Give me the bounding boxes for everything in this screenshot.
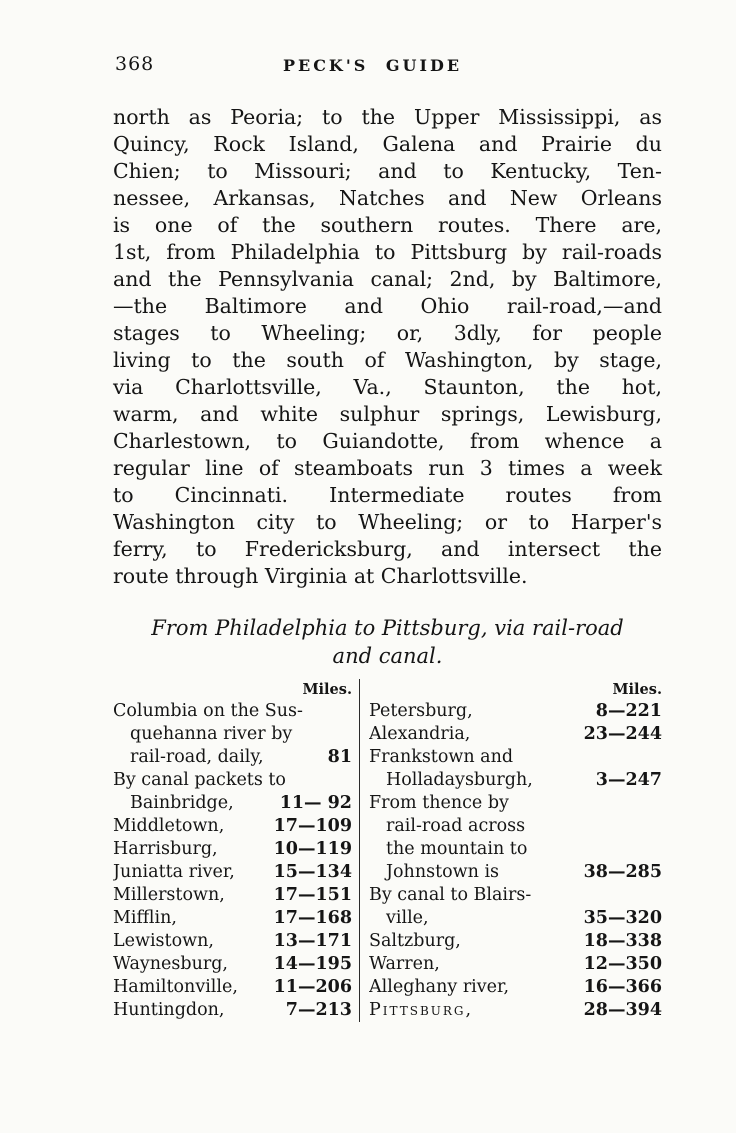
place-label: Johnstown is [386, 862, 500, 882]
place-label: Columbia on the Sus- [113, 701, 303, 721]
paragraph-line: ferry, to Fredericksburg, and intersect the [113, 537, 662, 561]
place-label: Millerstown, [113, 885, 225, 905]
place-label: Frankstown and [369, 747, 514, 767]
miles-value: 14—195 [273, 954, 352, 974]
paragraph-line: route through Virginia at Charlottsville. [113, 564, 528, 588]
place-label: the mountain to [386, 839, 528, 859]
place-label: Waynesburg, [113, 954, 228, 974]
place-label: Bainbridge, [130, 793, 234, 813]
table-row [369, 700, 662, 723]
miles-value: 81 [327, 747, 352, 767]
place-label: Middletown, [113, 816, 225, 836]
paragraph-line: regular line of steamboats run 3 times a week [113, 456, 662, 480]
place-label: Juniatta river, [113, 862, 235, 882]
miles-header-right: Miles. [612, 681, 662, 698]
paragraph-line: north as Peoria; to the Upper Mississippi, as [113, 105, 662, 129]
place-label: By canal to Blairs- [369, 885, 532, 905]
paragraph-line: living to the south of Washington, by stage, [113, 348, 662, 372]
miles-value: 17—151 [273, 885, 352, 905]
table-row [113, 838, 352, 861]
table-row [113, 999, 352, 1022]
miles-value: 3—247 [595, 770, 662, 790]
table-row [369, 838, 662, 861]
paragraph-line: nessee, Arkansas, Natches and New Orleans [113, 186, 662, 210]
section-title-line2: and canal. [332, 644, 443, 668]
paragraph-line: warm, and white sulphur springs, Lewisburg, [113, 402, 662, 426]
table-row [113, 884, 352, 907]
place-label: Lewistown, [113, 931, 214, 951]
place-label: quehanna river by [130, 724, 293, 744]
table-row [369, 792, 662, 815]
miles-value: 28—394 [583, 1000, 662, 1020]
paragraph-line: Charlestown, to Guiandotte, from whence a [113, 429, 662, 453]
distance-table [113, 679, 662, 1022]
place-label: Alleghany river, [369, 977, 510, 997]
place-label: Saltzburg, [369, 931, 461, 951]
miles-value: 13—171 [273, 931, 352, 951]
place-label: rail-road across [386, 816, 526, 836]
table-row [113, 976, 352, 999]
paragraph-line: is one of the southern routes. There are, [113, 213, 662, 237]
place-label: Harrisburg, [113, 839, 218, 859]
table-row [113, 723, 352, 746]
place-label: Huntingdon, [113, 1000, 225, 1020]
place-label: rail-road, daily, [130, 747, 264, 767]
scanned-book-page [113, 52, 662, 1022]
paragraph-line: to Cincinnati. Intermediate routes from [113, 483, 662, 507]
table-row [113, 792, 352, 815]
table-row [113, 700, 352, 723]
place-label: Hamiltonville, [113, 977, 238, 997]
table-row [369, 746, 662, 769]
table-row [369, 815, 662, 838]
paragraph-line: —the Baltimore and Ohio rail-road,—and [113, 294, 662, 318]
paragraph-line: stages to Wheeling; or, 3dly, for people [113, 321, 662, 345]
table-left-column [113, 679, 360, 1022]
table-row [369, 999, 662, 1022]
main-paragraph [113, 104, 662, 590]
miles-value: 17—109 [273, 816, 352, 836]
table-row [369, 723, 662, 746]
paragraph-line: via Charlottsville, Va., Staunton, the hot, [113, 375, 662, 399]
miles-value: 11— 92 [279, 793, 352, 813]
place-label: Alexandria, [369, 724, 471, 744]
table-row [113, 953, 352, 976]
table-row [369, 861, 662, 884]
table-row [369, 907, 662, 930]
page-number: 368 [115, 53, 155, 75]
place-label: Mifflin, [113, 908, 177, 928]
miles-value: 7—213 [285, 1000, 352, 1020]
place-label: By canal packets to [113, 770, 286, 790]
miles-value: 38—285 [583, 862, 662, 882]
table-row [369, 884, 662, 907]
miles-value: 15—134 [273, 862, 352, 882]
miles-header-left: Miles. [302, 681, 352, 698]
paragraph-line: Washington city to Wheeling; or to Harper's [113, 510, 662, 534]
section-title [113, 614, 662, 670]
miles-value: 10—119 [273, 839, 352, 859]
place-label: Pittsburg, [369, 1000, 474, 1020]
place-label: Holladaysburgh, [386, 770, 533, 790]
miles-value: 18—338 [583, 931, 662, 951]
place-label: Warren, [369, 954, 440, 974]
miles-value: 12—350 [583, 954, 662, 974]
table-row [113, 815, 352, 838]
running-title: PECK'S GUIDE [282, 56, 463, 75]
miles-value: 35—320 [583, 908, 662, 928]
place-label: Petersburg, [369, 701, 473, 721]
miles-value: 8—221 [595, 701, 662, 721]
paragraph-line: Chien; to Missouri; and to Kentucky, Ten- [113, 159, 662, 183]
miles-value: 17—168 [273, 908, 352, 928]
section-title-line1: From Philadelphia to Pittsburg, via rail-road [151, 616, 624, 640]
paragraph-line: Quincy, Rock Island, Galena and Prairie du [113, 132, 662, 156]
table-row [369, 953, 662, 976]
paragraph-line: 1st, from Philadelphia to Pittsburg by rail-roads [113, 240, 662, 264]
table-right-column [360, 679, 662, 1022]
table-row [369, 930, 662, 953]
table-row [113, 861, 352, 884]
table-row [113, 746, 352, 769]
table-row [113, 930, 352, 953]
place-label: ville, [386, 908, 429, 928]
table-row [369, 976, 662, 999]
table-row [369, 769, 662, 792]
miles-value: 16—366 [583, 977, 662, 997]
miles-value: 23—244 [583, 724, 662, 744]
table-row [113, 907, 352, 930]
place-label: From thence by [369, 793, 509, 813]
paragraph-line: and the Pennsylvania canal; 2nd, by Baltimore, [113, 267, 662, 291]
page-header [113, 52, 662, 82]
table-row [113, 769, 352, 792]
miles-value: 11—206 [273, 977, 352, 997]
